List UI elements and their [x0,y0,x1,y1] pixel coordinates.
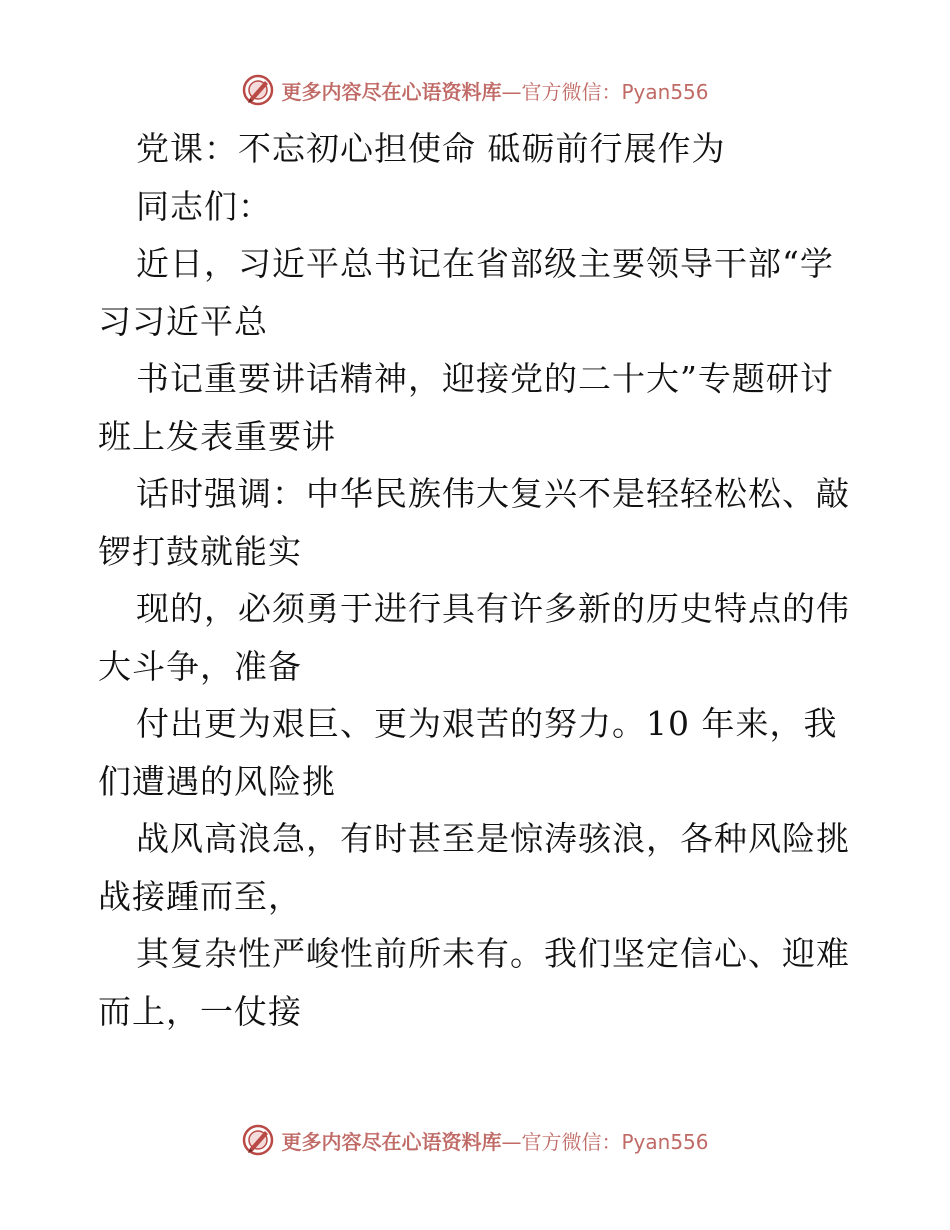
document-text-line: 锣打鼓就能实 [98,531,302,571]
document-text-line: 其复杂性严峻性前所未有。我们坚定信心、迎难 [136,934,850,973]
watermark-wechat-label: 官方微信： [521,79,622,104]
watermark-text [281,76,708,105]
document-text-line: 班上发表重要讲 [98,416,336,456]
watermark-wechat-id: Pyan556 [621,79,709,104]
watermark-separator: — [501,79,522,104]
document-body [98,120,858,1040]
watermark-text [281,1126,708,1155]
document-text-line: 近日，习近平总书记在省部级主要领导干部“学 [136,244,834,283]
watermark-main-text: 更多内容尽在心语资料库 [281,79,502,104]
header-watermark-banner [0,70,950,110]
document-text-line: 而上，一仗接 [98,991,302,1031]
footer-watermark-banner [0,1120,950,1160]
document-text-line: 同志们： [136,186,272,226]
document-text-line: 们遭遇的风险挑 [98,761,336,801]
pen-logo-icon [241,1123,275,1157]
watermark-main-text: 更多内容尽在心语资料库 [281,1129,502,1154]
pen-logo-icon [241,73,275,107]
document-text-line: 付出更为艰巨、更为艰苦的努力。10 年来，我 [136,704,838,743]
document-text-line: 战风高浪急，有时甚至是惊涛骇浪，各种风险挑 [136,819,850,858]
document-text-line: 战接踵而至， [98,876,302,916]
document-text-line: 书记重要讲话精神，迎接党的二十大”专题研讨 [136,359,834,398]
document-text-line: 话时强调：中华民族伟大复兴不是轻轻松松、敲 [136,474,850,513]
document-text-line: 现的，必须勇于进行具有许多新的历史特点的伟 [136,589,850,628]
document-text-line: 大斗争，准备 [98,646,302,686]
watermark-wechat-id: Pyan556 [621,1129,709,1154]
document-text-line: 习习近平总 [98,301,268,341]
watermark-separator: — [501,1129,522,1154]
document-title-line: 党课：不忘初心担使命 砥砺前行展作为 [136,129,726,168]
watermark-wechat-label: 官方微信： [521,1129,622,1154]
